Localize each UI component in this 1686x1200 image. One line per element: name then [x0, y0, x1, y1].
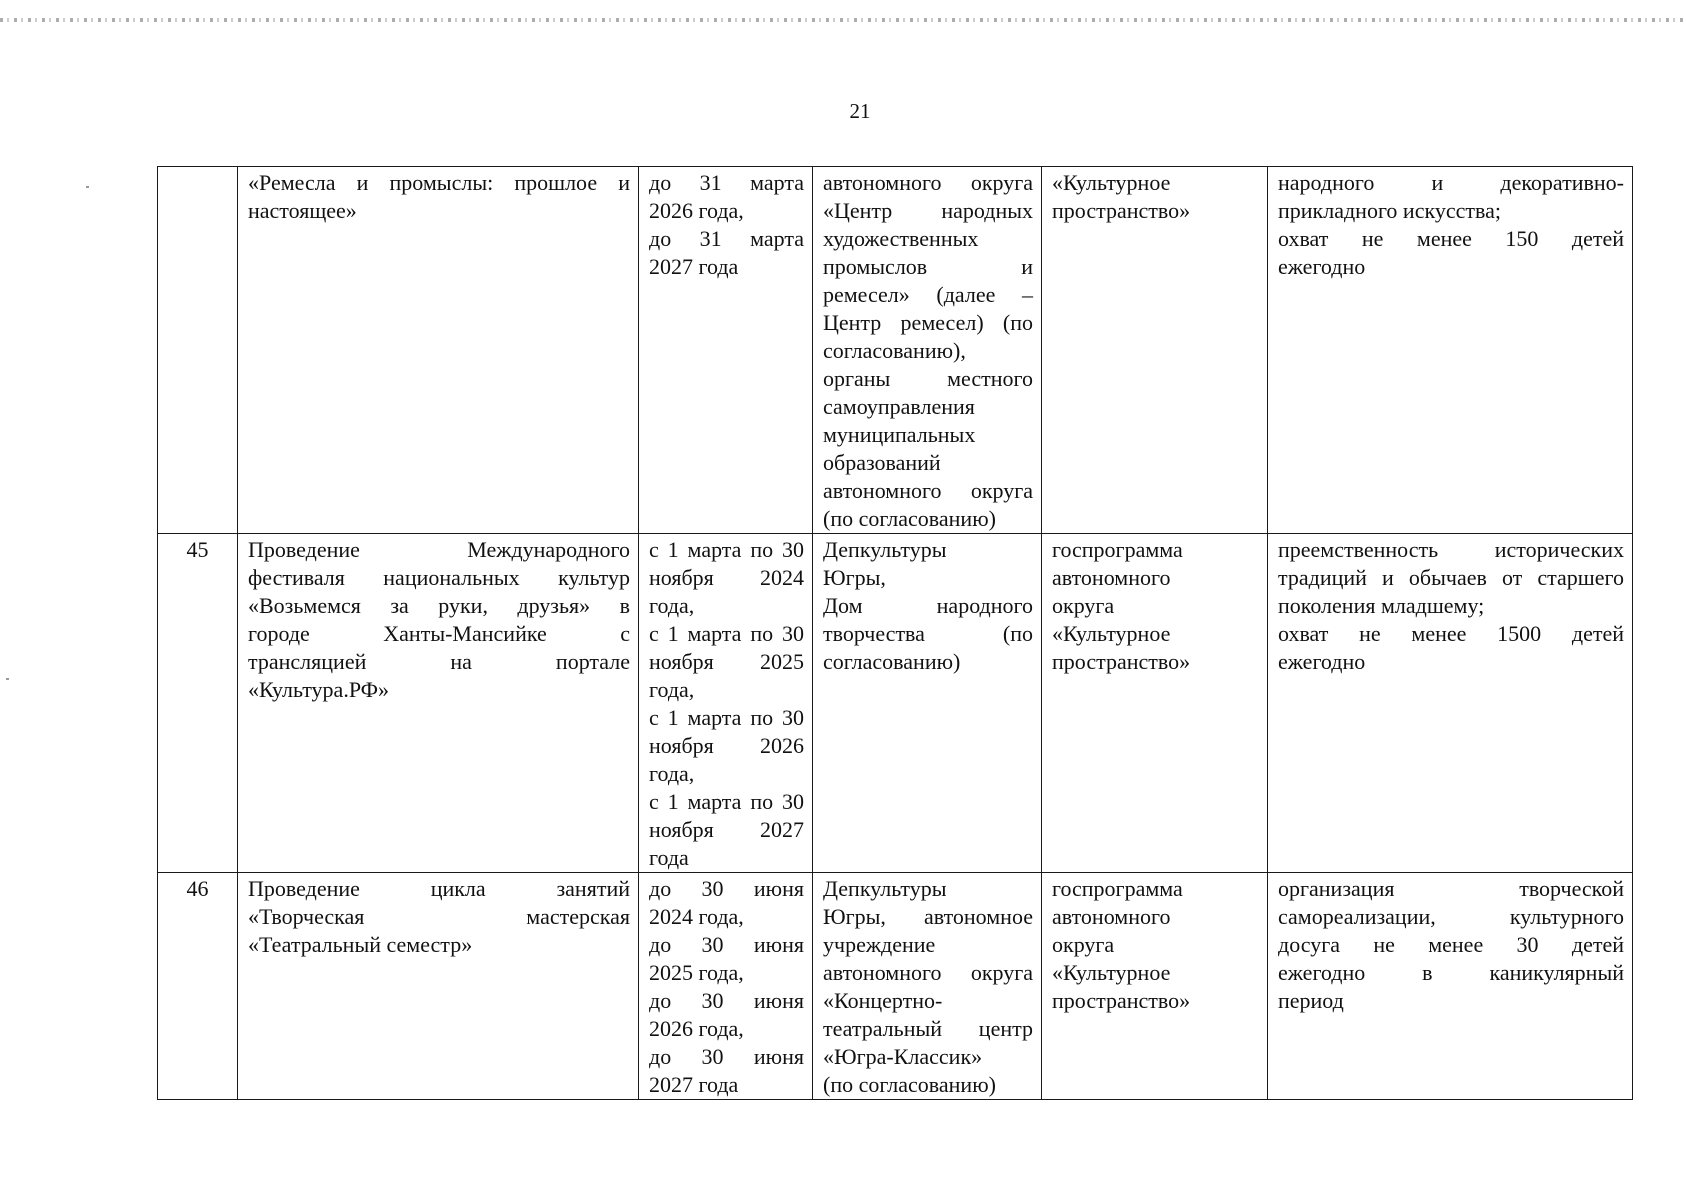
cell-text-line: округа	[1052, 932, 1115, 957]
cell-text-line: «Культурное	[1052, 170, 1171, 195]
table-row	[158, 167, 1633, 534]
cell-text-line: автономного округа	[823, 478, 1033, 503]
cell-text-line: до 30 июня	[649, 876, 804, 901]
funding-source-cell	[1042, 534, 1268, 873]
cell-text-line: до 30 июня	[649, 988, 804, 1013]
cell-text-line: 2025 года,	[649, 960, 744, 985]
cell-text-line: муниципальных	[823, 422, 976, 447]
cell-text-line: года	[649, 845, 689, 870]
cell-text-line: охват не менее 150 детей	[1278, 226, 1624, 251]
deadline-cell	[639, 534, 813, 873]
cell-text-line: самореализации, культурного	[1278, 904, 1624, 929]
cell-text-line: с 1 марта по 30	[649, 621, 804, 646]
cell-text-line: до 31 марта	[649, 226, 804, 251]
cell-text-line: автономного	[1052, 565, 1171, 590]
table-row	[158, 534, 1633, 873]
cell-text-line: «Югра-Классик»	[823, 1044, 983, 1069]
cell-text-line: ежегодно в каникулярный	[1278, 960, 1624, 985]
scan-edge-artifact	[0, 18, 1686, 22]
row-number-cell: 46	[158, 873, 238, 1100]
cell-text-line: ноября 2027	[649, 817, 804, 842]
cell-text-line: «Культурное	[1052, 621, 1171, 646]
cell-text-line: фестиваля национальных культур	[248, 565, 630, 590]
cell-text-line: 2027 года	[649, 1072, 739, 1097]
executor-cell	[813, 873, 1042, 1100]
cell-text-line: с 1 марта по 30	[649, 705, 804, 730]
cell-text-line: образований	[823, 450, 941, 475]
cell-text-line: промыслов и	[823, 254, 1033, 279]
deadline-cell	[639, 873, 813, 1100]
cell-text-line: преемственность исторических	[1278, 537, 1624, 562]
result-cell	[1268, 873, 1633, 1100]
cell-text-line: до 30 июня	[649, 1044, 804, 1069]
cell-text-line: органы местного	[823, 366, 1033, 391]
cell-text-line: автономного	[1052, 904, 1171, 929]
cell-text-line: года,	[649, 593, 695, 618]
cell-text-line: госпрограмма	[1052, 876, 1183, 901]
cell-text-line: ноября 2025	[649, 649, 804, 674]
cell-text-line: народного и декоративно-	[1278, 170, 1624, 195]
event-name-cell	[238, 534, 639, 873]
cell-text-line: автономного округа	[823, 960, 1033, 985]
cell-text-line: (по согласованию)	[823, 1072, 996, 1097]
cell-text-line: согласованию),	[823, 338, 966, 363]
result-cell	[1268, 534, 1633, 873]
cell-text-line: городе Ханты-Мансийке с	[248, 621, 630, 646]
cell-text-line: «Концертно-	[823, 988, 943, 1013]
cell-text-line: госпрограмма	[1052, 537, 1183, 562]
cell-text-line: ноября 2026	[649, 733, 804, 758]
cell-text-line: 2027 года	[649, 254, 739, 279]
cell-text-line: «Творческая мастерская	[248, 904, 630, 929]
cell-text-line: охват не менее 1500 детей	[1278, 621, 1624, 646]
cell-text-line: до 30 июня	[649, 932, 804, 957]
cell-text-line: ежегодно	[1278, 254, 1366, 279]
cell-text-line: до 31 марта	[649, 170, 804, 195]
deadline-cell	[639, 167, 813, 534]
cell-text-line: с 1 марта по 30	[649, 789, 804, 814]
cell-text-line: с 1 марта по 30	[649, 537, 804, 562]
cell-text-line: «Культура.РФ»	[248, 677, 390, 702]
cell-text-line: «Ремесла и промыслы: прошлое и	[248, 170, 630, 195]
cell-text-line: пространство»	[1052, 988, 1191, 1013]
cell-text-line: организация творческой	[1278, 876, 1624, 901]
cell-text-line: пространство»	[1052, 198, 1191, 223]
cell-text-line: «Культурное	[1052, 960, 1171, 985]
executor-cell	[813, 534, 1042, 873]
cell-text-line: театральный центр	[823, 1016, 1033, 1041]
cell-text-line: автономного округа	[823, 170, 1033, 195]
scan-speck	[6, 678, 9, 680]
row-number-cell: 45	[158, 534, 238, 873]
cell-text-line: Проведение цикла занятий	[248, 876, 630, 901]
cell-text-line: ремесел» (далее –	[823, 282, 1033, 307]
row-number-cell	[158, 167, 238, 534]
cell-text-line: 2026 года,	[649, 1016, 744, 1041]
cell-text-line: ноября 2024	[649, 565, 804, 590]
cell-text-line: года,	[649, 761, 695, 786]
cell-text-line: самоуправления	[823, 394, 975, 419]
cell-text-line: согласованию)	[823, 649, 961, 674]
cell-text-line: ежегодно	[1278, 649, 1366, 674]
page-number: 21	[849, 99, 871, 123]
cell-text-line: пространство»	[1052, 649, 1191, 674]
event-name-cell	[238, 167, 639, 534]
cell-text-line: учреждение	[823, 932, 936, 957]
cell-text-line: Центр ремесел) (по	[823, 310, 1033, 335]
executor-cell	[813, 167, 1042, 534]
cell-text-line: Дом народного	[823, 593, 1033, 618]
result-cell	[1268, 167, 1633, 534]
cell-text-line: Проведение Международного	[248, 537, 630, 562]
cell-text-line: трансляцией на портале	[248, 649, 630, 674]
cell-text-line: досуга не менее 30 детей	[1278, 932, 1624, 957]
cell-text-line: «Центр народных	[823, 198, 1033, 223]
cell-text-line: 2024 года,	[649, 904, 744, 929]
cell-text-line: творчества (по	[823, 621, 1033, 646]
cell-text-line: Депкультуры	[823, 876, 947, 901]
cell-text-line: художественных	[823, 226, 979, 251]
cell-text-line: (по согласованию)	[823, 506, 996, 531]
cell-text-line: настоящее»	[248, 198, 357, 223]
event-name-cell	[238, 873, 639, 1100]
cell-text-line: прикладного искусства;	[1278, 198, 1501, 223]
cell-text-line: Депкультуры	[823, 537, 947, 562]
cell-text-line: Югры,	[823, 565, 886, 590]
cell-text-line: года,	[649, 677, 695, 702]
funding-source-cell	[1042, 873, 1268, 1100]
cell-text-line: «Театральный семестр»	[248, 932, 473, 957]
cell-text-line: округа	[1052, 593, 1115, 618]
cell-text-line: 2026 года,	[649, 198, 744, 223]
cell-text-line: Югры, автономное	[823, 904, 1033, 929]
funding-source-cell	[1042, 167, 1268, 534]
cell-text-line: поколения младшему;	[1278, 593, 1485, 618]
table-row	[158, 873, 1633, 1100]
cell-text-line: период	[1278, 988, 1344, 1013]
document-table	[157, 166, 1633, 1100]
scan-speck	[86, 186, 89, 188]
cell-text-line: традиций и обычаев от старшего	[1278, 565, 1624, 590]
cell-text-line: «Возьмемся за руки, друзья» в	[248, 593, 630, 618]
